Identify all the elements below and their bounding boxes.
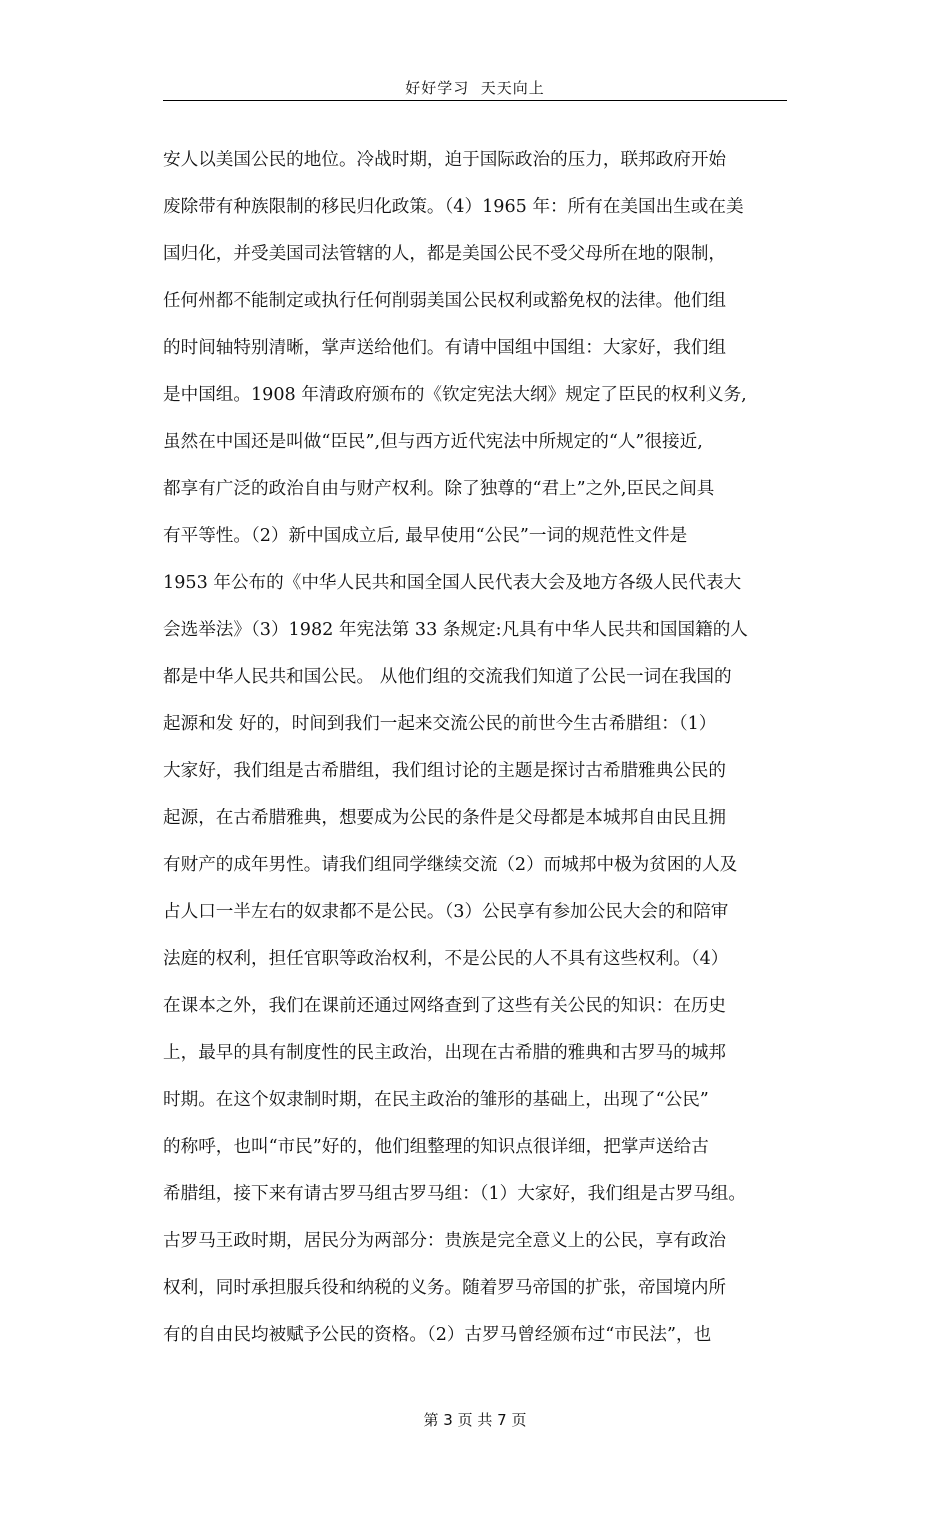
text-line: 权利，同时承担服兵役和纳税的义务。随着罗马帝国的扩张，帝国境内所	[163, 1278, 727, 1298]
text-line: 起源，在古希腊雅典，想要成为公民的条件是父母都是本城邦自由民且拥	[163, 808, 727, 828]
text-line: 虽然在中国还是叫做“臣民”,但与西方近代宪法中所规定的“人”很接近,	[163, 432, 703, 452]
page-header	[163, 78, 787, 101]
text-line: 安人以美国公民的地位。冷战时期，迫于国际政治的压力，联邦政府开始	[163, 150, 727, 170]
text-line: 法庭的权利，担任官职等政治权利，不是公民的人不具有这些权利。（4）	[163, 949, 729, 969]
text-line: 1953 年公布的《中华人民共和国全国人民代表大会及地方各级人民代表大	[163, 573, 742, 593]
body-text	[163, 146, 787, 1368]
text-line: 起源和发 好的，时间到我们一起来交流公民的前世今生古希腊组：（1）	[163, 714, 717, 734]
text-line: 时期。在这个奴隶制时期，在民主政治的雏形的基础上，出现了“公民”	[163, 1090, 709, 1110]
text-line: 有平等性。（2）新中国成立后, 最早使用“公民”一词的规范性文件是	[163, 526, 688, 546]
text-line: 国归化，并受美国司法管辖的人，都是美国公民不受父母所在地的限制，	[163, 244, 727, 264]
text-line: 在课本之外，我们在课前还通过网络查到了这些有关公民的知识：在历史	[163, 996, 727, 1016]
text-line: 有财产的成年男性。请我们组同学继续交流（2）而城邦中极为贫困的人及	[163, 855, 738, 875]
text-line: 古罗马王政时期，居民分为两部分：贵族是完全意义上的公民，享有政治	[163, 1231, 727, 1251]
page-number: 第 3 页 共 7 页	[423, 1411, 527, 1429]
text-line: 是中国组。1908 年清政府颁布的《钦定宪法大纲》规定了臣民的权利义务,	[163, 385, 747, 405]
text-line: 希腊组，接下来有请古罗马组古罗马组：（1）大家好，我们组是古罗马组。	[163, 1184, 746, 1204]
text-line: 有的自由民均被赋予公民的资格。（2）古罗马曾经颁布过“市民法”，也	[163, 1325, 712, 1345]
text-line: 都是中华人民共和国公民。 从他们组的交流我们知道了公民一词在我国的	[163, 667, 732, 687]
text-line: 的称呼，也叫“市民”好的，他们组整理的知识点很详细，把掌声送给古	[163, 1137, 709, 1157]
text-line: 都享有广泛的政治自由与财产权利。除了独尊的“君上”之外,臣民之间具	[163, 479, 715, 499]
text-line: 大家好，我们组是古希腊组，我们组讨论的主题是探讨古希腊雅典公民的	[163, 761, 727, 781]
text-line: 占人口一半左右的奴隶都不是公民。（3）公民享有参加公民大会的和陪审	[163, 902, 729, 922]
text-line: 废除带有种族限制的移民归化政策。（4）1965 年：所有在美国出生或在美	[163, 197, 744, 217]
text-line: 上，最早的具有制度性的民主政治，出现在古希腊的雅典和古罗马的城邦	[163, 1043, 727, 1063]
text-line: 的时间轴特别清晰，掌声送给他们。有请中国组中国组：大家好，我们组	[163, 338, 727, 358]
header-title: 好好学习 天天向上	[405, 79, 545, 97]
text-line: 任何州都不能制定或执行任何削弱美国公民权利或豁免权的法律。他们组	[163, 291, 727, 311]
page-footer	[0, 1410, 950, 1430]
text-line: 会选举法》（3）1982 年宪法第 33 条规定:凡具有中华人民共和国国籍的人	[163, 620, 748, 640]
